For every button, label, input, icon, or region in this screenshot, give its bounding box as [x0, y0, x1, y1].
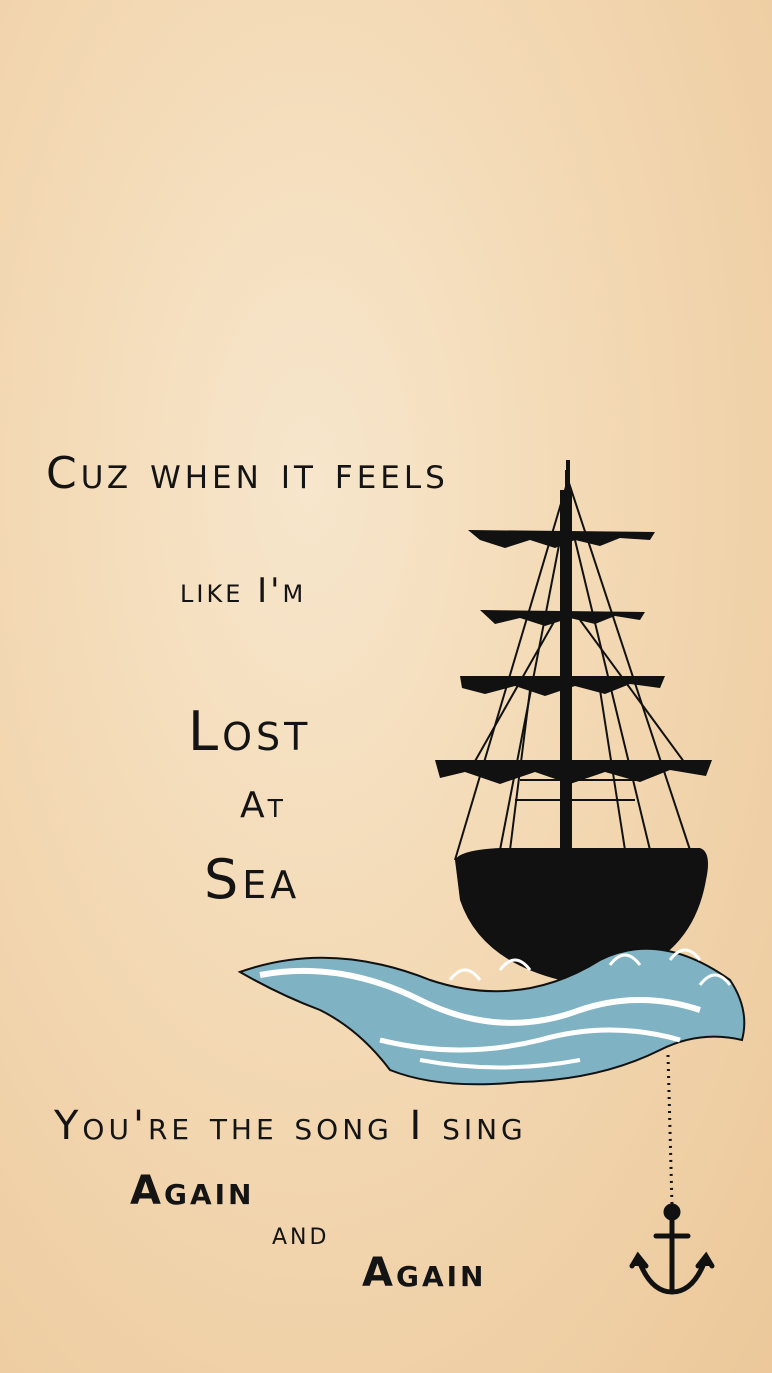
lyric-line-7: Again: [130, 1168, 255, 1214]
lyric-line-6: You're the song I sing: [54, 1103, 527, 1149]
lyric-line-9: Again: [362, 1250, 487, 1296]
anchor-icon: [632, 1206, 712, 1292]
lyric-line-2: like I'm: [180, 571, 307, 611]
lyric-line-8: and: [272, 1214, 330, 1252]
lyric-line-3: Lost: [188, 700, 312, 763]
lyric-line-5: Sea: [204, 848, 301, 911]
lyric-line-1: Cuz when it feels: [46, 448, 449, 499]
lyric-line-4: At: [240, 785, 286, 826]
sails: [435, 530, 712, 784]
masts: [560, 470, 572, 850]
anchor-chain: [668, 1055, 672, 1205]
rigging: [455, 460, 690, 860]
